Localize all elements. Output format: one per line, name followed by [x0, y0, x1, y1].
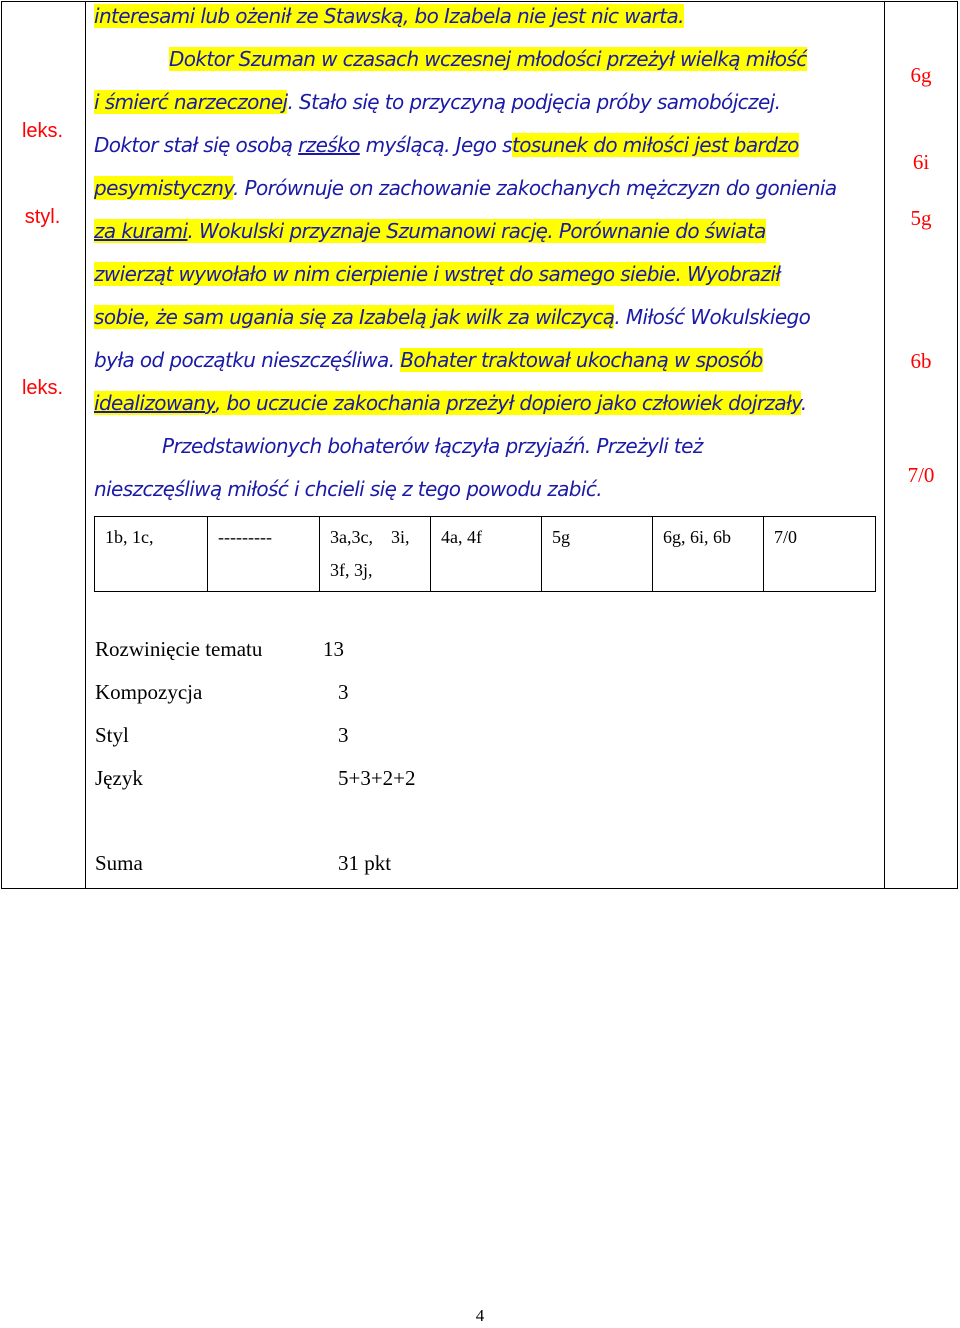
table-cell: 3a,3c, 3i, 3f, 3j,	[320, 517, 431, 592]
table-cell: 1b, 1c,	[95, 517, 208, 592]
margin-code-6g: 6g	[910, 63, 932, 87]
margin-code-6b: 6b	[910, 349, 932, 373]
essay-line-7: zwierząt wywołało w nim cierpienie i wstręt do samego siebie. Wyobraził	[94, 262, 781, 286]
table-cell: 6g, 6i, 6b	[653, 517, 764, 592]
margin-label-styl: styl.	[24, 206, 61, 228]
essay-line-5: pesymistyczny. Porównuje on zachowanie zakochanych mężczyzn do gonienia	[94, 176, 837, 200]
left-column-divider	[85, 1, 86, 889]
right-column-divider	[884, 1, 885, 889]
table-cell: 5g	[542, 517, 653, 592]
essay-line-8: sobie, że sam ugania się za Izabelą jak wilk za wilczycą. Miłość Wokulskiego	[94, 305, 811, 329]
essay-line-11: Przedstawionych bohaterów łączyła przyjaźń. Przeżyli też	[162, 434, 703, 458]
table-cell: 7/0	[764, 517, 876, 592]
essay-line-12: nieszczęśliwą miłość i chcieli się z tego powodu zabić.	[94, 477, 603, 501]
essay-line-10: idealizowany, bo uczucie zakochania przeżył dopiero jako człowiek dojrzały.	[94, 391, 807, 415]
essay-text	[94, 0, 875, 511]
margin-code-7-0: 7/0	[907, 463, 935, 487]
page-number: 4	[475, 1306, 485, 1325]
table-cell: 4a, 4f	[431, 517, 542, 592]
essay-line-4: Doktor stał się osobą rześko myślącą. Jego stosunek do miłości jest bardzo	[94, 133, 799, 157]
essay-line-9: była od początku nieszczęśliwa. Bohater traktował ukochaną w sposób	[94, 348, 763, 372]
essay-line-6: za kurami. Wokulski przyznaje Szumanowi rację. Porównanie do świata	[94, 219, 766, 243]
table-cell: ---------	[208, 517, 320, 592]
table-row	[95, 517, 876, 592]
margin-code-5g: 5g	[910, 206, 932, 230]
essay-line-3: i śmierć narzeczonej. Stało się to przyczyną podjęcia próby samobójczej.	[94, 90, 781, 114]
essay-line-2: Doktor Szuman w czasach wczesnej młodości przeżył wielką miłość	[169, 47, 807, 71]
margin-label-leks-2: leks.	[21, 377, 64, 399]
criteria-codes-table	[94, 516, 876, 592]
essay-line-1: interesami lub ożenił ze Stawską, bo Izabela nie jest nic warta.	[94, 4, 684, 28]
margin-label-leks: leks.	[21, 120, 64, 142]
margin-code-6i: 6i	[912, 150, 930, 174]
